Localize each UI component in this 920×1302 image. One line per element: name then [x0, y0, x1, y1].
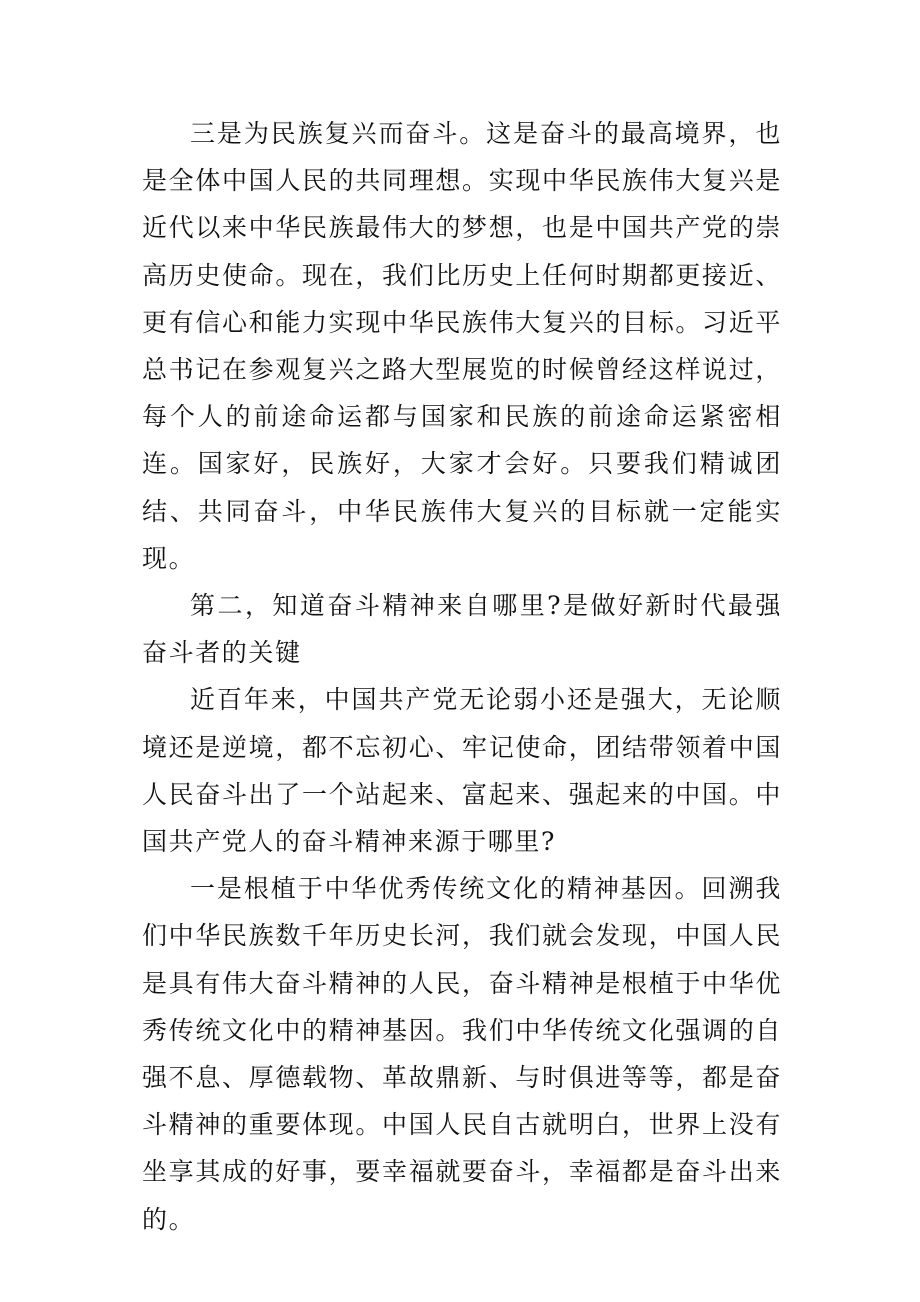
- paragraph-culture: 一是根植于中华优秀传统文化的精神基因。回溯我们中华民族数千年历史长河，我们就会发现，中国人民是具有伟大奋斗精神的人民，奋斗精神是根植于中华优秀传统文化中的精神基因。我们中华传统文化强调的自强不息、厚德载物、革故鼎新、与时俱进等等，都是奋斗精神的重要体现。中国人民自古就明白，世界上没有坐享其成的好事，要幸福就要奋斗，幸福都是奋斗出来的。: [142, 874, 782, 1234]
- paragraph-revival: 三是为民族复兴而奋斗。这是奋斗的最高境界，也是全体中国人民的共同理想。实现中华民族伟大复兴是近代以来中华民族最伟大的梦想，也是中国共产党的崇高历史使命。现在，我们比历史上任何时期都更接近、更有信心和能力实现中华民族伟大复兴的目标。习近平总书记在参观复兴之路大型展览的时候曾经这样说过，每个人的前途命运都与国家和民族的前途命运紧密相连。国家好，民族好，大家才会好。只要我们精诚团结、共同奋斗，中华民族伟大复兴的目标就一定能实现。: [142, 119, 782, 573]
- paragraph-century: 近百年来，中国共产党无论弱小还是强大，无论顺境还是逆境，都不忘初心、牢记使命，团结带领着中国人民奋斗出了一个站起来、富起来、强起来的中国。中国共产党人的奋斗精神来源于哪里?: [142, 685, 782, 857]
- document-body: [142, 110, 782, 1243]
- section-heading: 第二，知道奋斗精神来自哪里?是做好新时代最强奋斗者的关键: [142, 591, 782, 668]
